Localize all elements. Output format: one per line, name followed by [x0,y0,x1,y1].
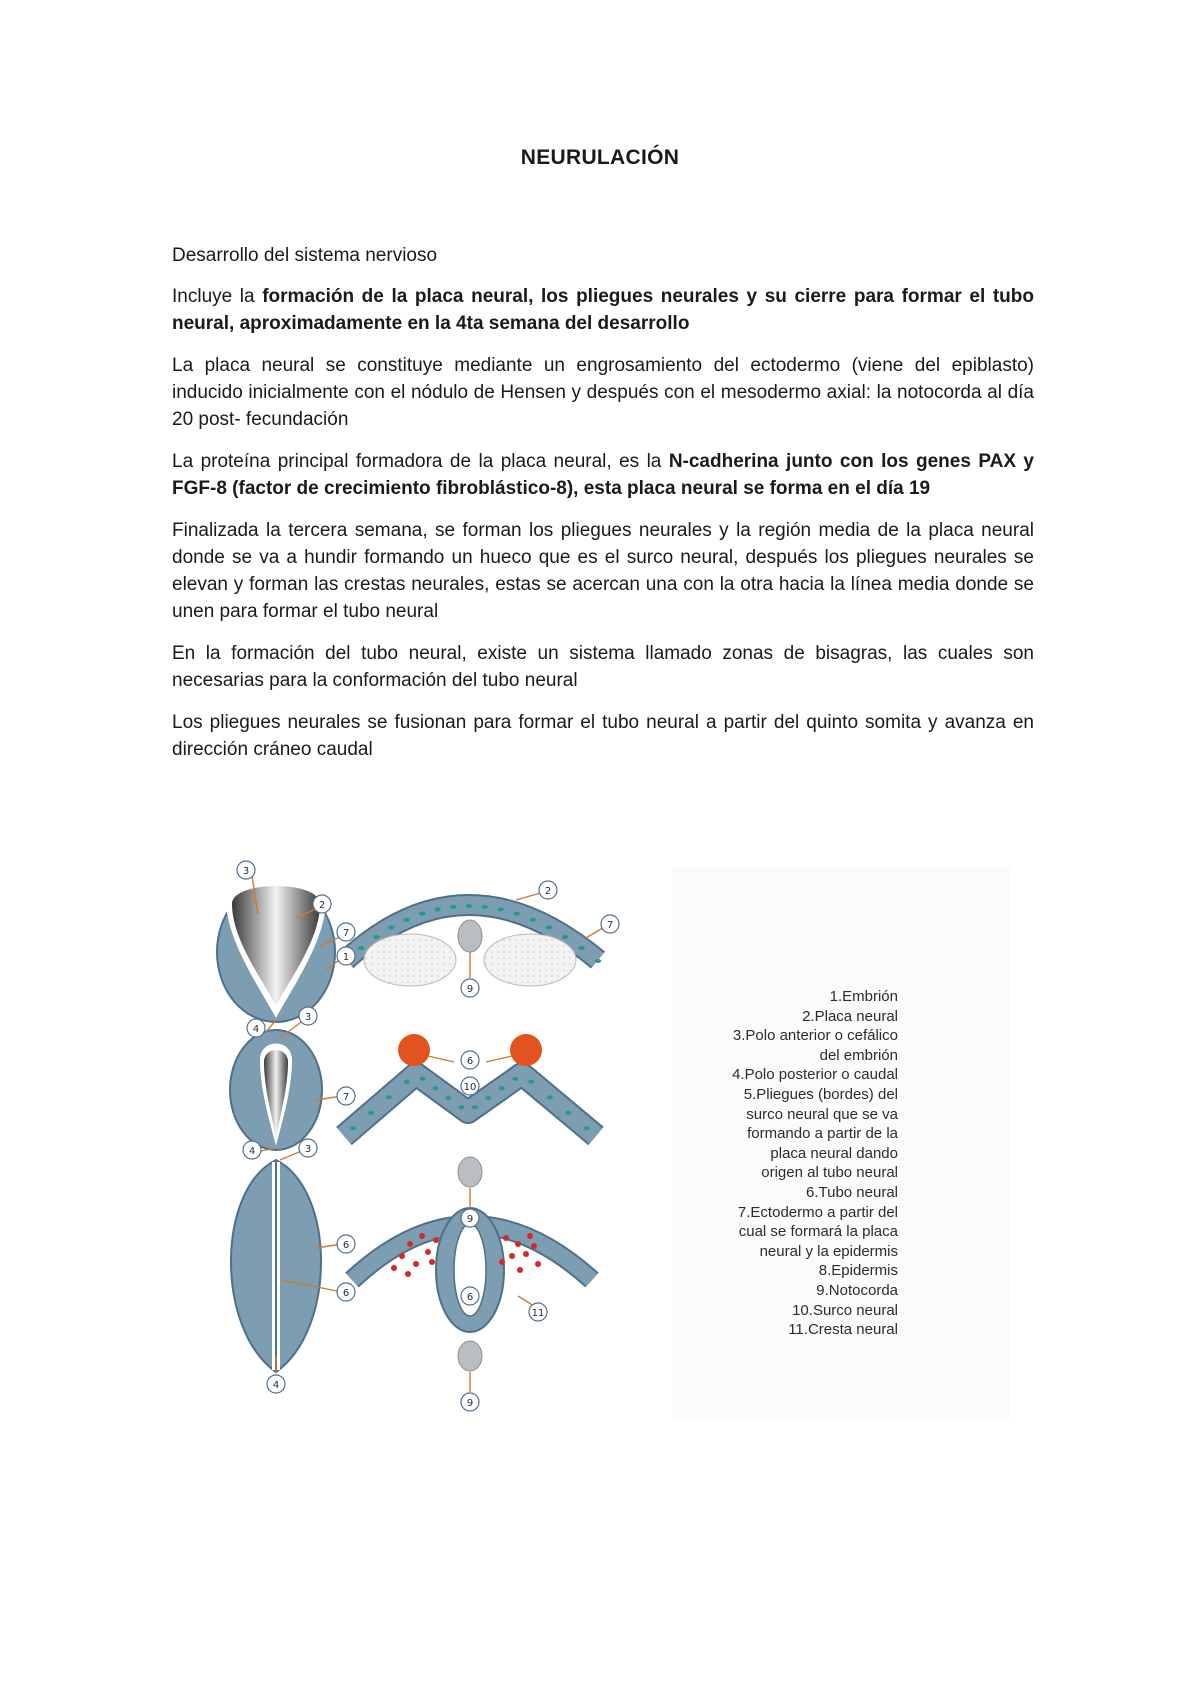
svg-text:10: 10 [463,1082,477,1093]
svg-text:2: 2 [318,900,326,911]
cell-nucleus [485,1096,491,1100]
cell-nucleus [388,926,394,930]
neural-crest-cell [515,1241,521,1247]
callout-number [461,979,479,997]
callout-number [529,1303,547,1321]
document-body [172,242,1034,778]
neural-crest-cell [433,1237,439,1243]
svg-text:6: 6 [342,1288,350,1299]
legend-item: 7.Ectodermo a partir del [737,1203,898,1221]
cell-nucleus [514,912,520,916]
cell-nucleus [368,1111,374,1115]
cell-nucleus [578,946,584,950]
neural-crest-cell [509,1253,515,1259]
neural-crest-cell [413,1261,419,1267]
paragraph-5: En la formación del tubo neural, existe un sistema llamado zonas de bisagras, las cuales son necesarias para la conformación del tubo neural [172,643,1034,691]
legend-item: cual se formará la placa [738,1223,898,1241]
svg-text:4: 4 [252,1024,260,1035]
svg-text:4: 4 [272,1380,280,1391]
cell-nucleus [433,1086,439,1090]
cell-nucleus [350,1126,356,1130]
legend-item: 5.Pliegues (bordes) del [743,1085,898,1103]
figure-legend [660,987,898,1340]
legend-item: del embrión [819,1046,898,1064]
svg-text:7: 7 [342,928,350,939]
svg-text:9: 9 [466,984,474,995]
callout-number [337,947,355,965]
cell-nucleus [547,1095,553,1099]
cell-nucleus [512,1077,518,1081]
paragraph-1-lead: Incluye la [172,286,263,307]
legend-item: 8.Epidermis [818,1262,898,1280]
neural-crest-cell [405,1271,411,1277]
neural-crest-cell [499,1259,505,1265]
neural-crest-cell [399,1253,405,1259]
page-title: NEURULACIÓN [520,146,680,169]
cell-nucleus [528,1080,534,1084]
paragraph-1 [172,283,1034,337]
document-subtitle: Desarrollo del sistema nervioso [172,245,438,266]
callout-number [461,1209,479,1227]
neural-crest-cell [503,1235,509,1241]
callout-number [337,1283,355,1301]
callout-number [601,915,619,933]
svg-text:11: 11 [531,1308,545,1319]
cell-nucleus [404,918,410,922]
legend-item: formando a partir de la [747,1125,898,1143]
cell-nucleus [386,1095,392,1099]
cell-nucleus [530,918,536,922]
cell-nucleus [584,1126,590,1130]
callout-number [337,1087,355,1105]
svg-text:3: 3 [242,866,250,877]
callout-number [299,1007,317,1025]
cell-nucleus [419,912,425,916]
legend-item: 4.Polo posterior o caudal [732,1066,898,1084]
svg-text:7: 7 [606,920,614,931]
cell-nucleus [562,935,568,939]
neural-crest-cell [391,1265,397,1271]
legend-item: surco neural que se va [746,1105,898,1123]
svg-text:9: 9 [466,1214,474,1225]
svg-text:9: 9 [466,1398,474,1409]
paragraph-4: Finalizada la tercera semana, se forman los pliegues neurales y la región media de la placa neural donde se va a hundir formando un hueco que es el surco neural, después los pliegues neurales se elevan y forman las crestas neurales, estas se acercan una con la otra hacia la línea media donde se unen para formar el tubo neural [172,520,1034,622]
callout-number [243,1141,261,1159]
neural-crest-cell [429,1259,435,1265]
cell-nucleus [482,905,488,909]
paragraph-3-bold: N-cadherina junto con los genes PAX y FGF-8 (factor de crecimiento fibroblástico-8), esta placa neural se forma en el día 19 [172,451,1034,499]
cell-nucleus [404,1080,410,1084]
svg-text:1: 1 [342,952,350,963]
svg-text:7: 7 [342,1092,350,1103]
callout-number [337,923,355,941]
cell-nucleus [472,1105,478,1109]
legend-item: 3.Polo anterior o cefálico [732,1027,898,1045]
callout-number [539,881,557,899]
paragraph-6: Los pliegues neurales se fusionan para formar el tubo neural a partir del quinto somita y avanza en dirección cráneo caudal [172,712,1034,760]
svg-text:3: 3 [304,1012,312,1023]
neural-crest-cell [407,1241,413,1247]
cell-nucleus [459,1105,465,1109]
legend-item: 2.Placa neural [802,1007,898,1025]
svg-text:3: 3 [304,1144,312,1155]
paragraph-3-lead: La proteína principal formadora de la placa neural, es la [172,451,669,472]
cell-nucleus [595,959,601,963]
paragraph-1-bold: formación de la placa neural, los pliegues neurales y su cierre para formar el tubo neural, aproximadamente en la 4ta semana del desarrollo [172,286,1034,334]
callout-number [299,1139,317,1157]
callout-number [461,1051,479,1069]
legend-item: origen al tubo neural [761,1164,898,1182]
paragraph-3 [172,448,1034,502]
callout-number [337,1235,355,1253]
legend-item: placa neural dando [770,1144,898,1162]
legend-item: 1.Embrión [829,988,898,1005]
callout-number [237,861,255,879]
callout-number [313,895,331,913]
legend-item: neural y la epidermis [759,1242,898,1260]
callout-number [461,1393,479,1411]
embryo-dorsal-stage-3 [231,1160,321,1372]
legend-item: 10.Surco neural [792,1301,898,1319]
cell-nucleus [565,1111,571,1115]
callout-number [247,1019,265,1037]
cell-nucleus [420,1077,426,1081]
svg-text:6: 6 [466,1056,474,1067]
callout-number [267,1375,285,1393]
svg-text:2: 2 [544,886,552,897]
cell-nucleus [466,904,472,908]
neural-crest-cell [517,1267,523,1273]
callout-number [461,1077,479,1095]
svg-text:6: 6 [466,1292,474,1303]
cell-nucleus [358,946,364,950]
section-neural-plate [343,904,601,986]
svg-text:6: 6 [342,1240,350,1251]
cell-nucleus [450,905,456,909]
legend-item: 11.Cresta neural [788,1321,898,1339]
svg-text:4: 4 [248,1146,256,1157]
cell-nucleus [499,1086,505,1090]
callout-number [461,1287,479,1305]
paragraph-2: La placa neural se constituye mediante un engrosamiento del ectodermo (viene del epiblasto) inducido inicialmente con el nódulo de Hensen y después con el mesodermo axial: la notocorda al día 20 post- fecundación [172,355,1034,430]
neural-crest-cell [527,1233,533,1239]
neural-crest-cell [535,1261,541,1267]
cell-nucleus [373,935,379,939]
embryo-dorsal-stage-2 [230,1030,322,1150]
neural-crest-cell [425,1249,431,1255]
cell-nucleus [446,1096,452,1100]
cell-nucleus [435,907,441,911]
cell-nucleus [498,907,504,911]
legend-item: 9.Notocorda [816,1281,898,1299]
cell-nucleus [546,926,552,930]
neural-crest-cell [419,1233,425,1239]
neural-crest-cell [531,1243,537,1249]
legend-item: 6.Tubo neural [805,1183,898,1201]
neural-crest-cell [523,1251,529,1257]
